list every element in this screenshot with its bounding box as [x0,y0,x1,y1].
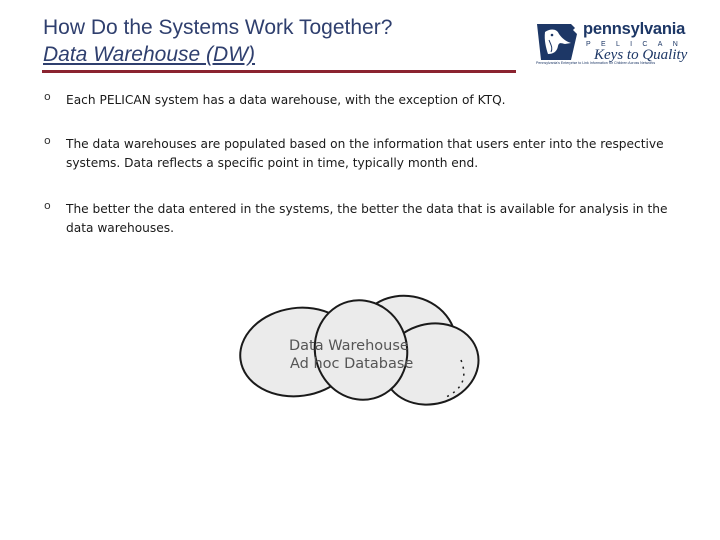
logo-pelican-text: PELICAN [586,41,689,48]
logo-tagline: Pennsylvania's Enterprise to Link Information for Children Across Networks [536,61,656,65]
bullet-list [44,91,684,238]
diagram-label-line2: Ad hoc Database [290,356,414,372]
bullet-item [44,135,684,173]
logo-wordmark: pennsylvania [583,20,686,38]
bullet-text: The better the data entered in the systems, the better the data that is available for analysis in the data warehouses. [66,202,668,235]
data-warehouse-diagram [236,290,486,415]
page-subtitle: Data Warehouse (DW) [43,43,256,66]
pennsylvania-pelican-logo [531,16,691,68]
bullet-marker: o [44,90,51,103]
bullet-text: Each PELICAN system has a data warehouse, with the exception of KTQ. [66,93,506,107]
bullet-text: The data warehouses are populated based on the information that users enter into the respective systems. Data reflects a specific point in time, typically month end. [66,137,664,170]
title-divider [42,70,516,73]
page-title: How Do the Systems Work Together? [43,16,393,39]
diagram-label-line1: Data Warehouse [289,338,409,354]
bullet-marker: o [44,134,51,147]
bullet-item [44,91,684,110]
bullet-item [44,200,684,238]
logo-keys-to-quality: Keys to Quality [594,47,688,63]
title-block [43,14,392,68]
bullet-marker: o [44,199,51,212]
